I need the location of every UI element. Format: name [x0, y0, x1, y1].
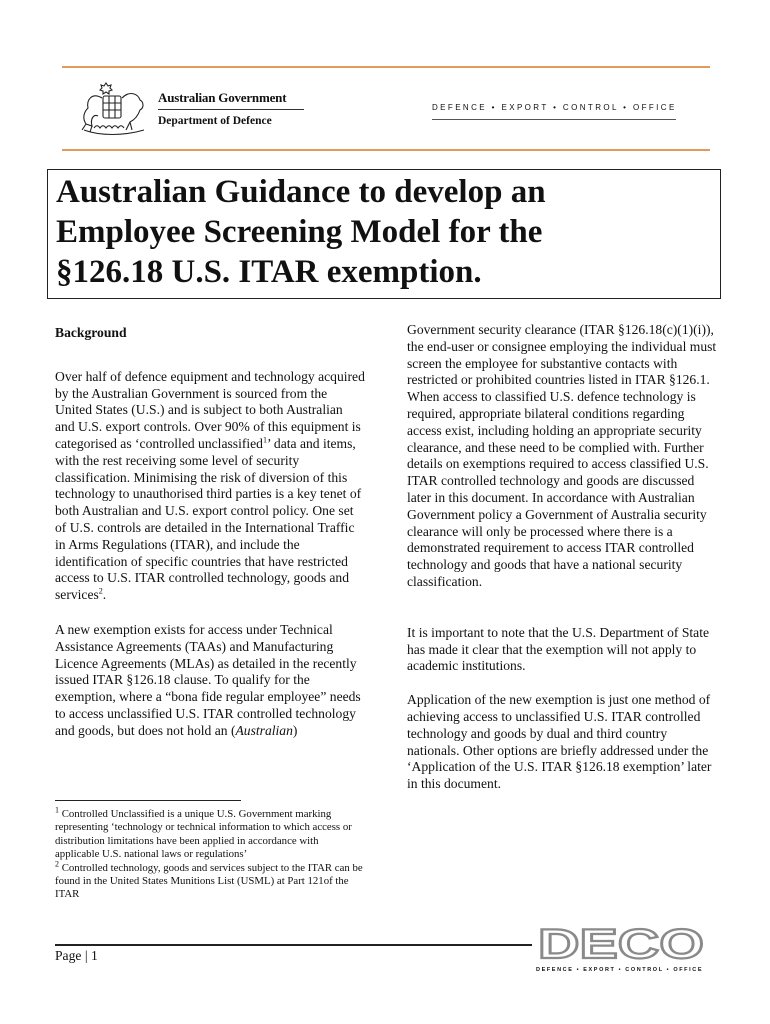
- deco-footer-tagline: DEFENCE • EXPORT • CONTROL • OFFICE: [536, 967, 704, 973]
- footnote-1-number: 1: [55, 805, 59, 815]
- footnote-ref-2[interactable]: 2: [98, 586, 103, 596]
- title-line-3: §126.18 U.S. ITAR exemption.: [56, 254, 482, 290]
- title-line-2: Employee Screening Model for the: [56, 214, 543, 250]
- footnote-2: [55, 859, 365, 902]
- background-paragraph-2: [55, 622, 365, 740]
- coat-of-arms-icon: [74, 78, 154, 138]
- header-top-rule: [62, 66, 710, 68]
- title-box: [47, 169, 721, 299]
- deco-logo-text: DECO: [538, 925, 704, 961]
- footnote-ref-1[interactable]: 1: [262, 435, 267, 445]
- p2-text-b: ): [292, 722, 298, 738]
- footnote-separator: [55, 800, 241, 801]
- government-branding: [158, 90, 308, 129]
- right-column: [407, 322, 717, 793]
- p1-text-c: .: [102, 587, 107, 603]
- right-paragraph-3: Application of the new exemption is just one method of achieving access to unclassified U.S. ITAR controlled technology and goods by dual and third country nationals. Other options are briefly addressed under the ‘Application of the U.S. ITAR §126.18 exemption’ later in this document.: [407, 692, 712, 792]
- deco-logo: [536, 925, 706, 961]
- government-name: Australian Government: [158, 90, 287, 105]
- footnote-2-text: Controlled technology, goods and services subject to the ITAR can be found in the United States Munitions List (USML) at Part 121of the ITAR: [55, 861, 363, 901]
- p1-text-a: Over half of defence equipment and technology acquired by the Australian Government is sourced from the United States (U.S.) and is subject to both Australian and U.S. export controls. Over 90% of this equipment is categorised as ‘controlled unclassified: [55, 368, 365, 451]
- left-column: [55, 325, 365, 740]
- footer-rule: [55, 944, 532, 946]
- branding-divider: [158, 109, 304, 110]
- p2-italic: Australian: [235, 722, 293, 738]
- p1-text-b: ’ data and items, with the rest receiving some level of security classification. Minimising the risk of diversion of this technology to unauthorised third parties is a key tenet of both Australian and U.S. export control policy. One set of U.S. controls are detailed in the International Traffic in Arms Regulations (ITAR), and include the identification of specific countries that have restricted access to U.S. ITAR controlled technology, goods and services: [55, 435, 362, 603]
- footnote-1-text: Controlled Unclassified is a unique U.S. Government marking representing ‘technology or technical information to which access or distribution limitations have been applied in accordance with applicable U.S. national laws or regulations’: [55, 808, 352, 861]
- right-paragraph-1: Government security clearance (ITAR §126.18(c)(1)(i)), the end-user or consignee employing the individual must screen the employee for substantive contacts with restricted or prohibited countries listed in ITAR §126.1. When access to classified U.S. defence technology is required, appropriate bilateral conditions regarding access exist, including holding an appropriate security clearance, and these need to be complied with. Further details on exemptions required to access classified U.S. ITAR controlled technology and goods are discussed later in this document. In accordance with Australian Government policy a Government of Australia security clearance will only be processed where there is a demonstrated requirement to access ITAR controlled technology and goods that have a national security classification.: [407, 322, 717, 589]
- deco-tagline: DEFENCE • EXPORT • CONTROL • OFFICE: [432, 103, 677, 112]
- header-bottom-rule: [62, 149, 710, 151]
- p2-text-a: A new exemption exists for access under Technical Assistance Agreements (TAAs) and Manufacturing Licence Agreements (MLAs) as detailed in the recently issued ITAR §126.18 clause. To qualify for the exemption, where a “bona fide regular employee” needs to access unclassified U.S. ITAR controlled technology and goods, but does not hold an (: [55, 621, 361, 738]
- footnote-2-number: 2: [55, 859, 59, 869]
- section-heading: Background: [55, 325, 127, 340]
- page-number: Page | 1: [55, 948, 98, 963]
- document-title: [56, 172, 696, 292]
- deco-tagline-underline: [432, 119, 676, 120]
- footnotes: [55, 805, 365, 902]
- department-name: Department of Defence: [158, 115, 272, 127]
- background-paragraph-1: [55, 369, 365, 604]
- title-line-1: Australian Guidance to develop an: [56, 174, 546, 210]
- footnote-1: [55, 805, 365, 862]
- right-paragraph-2: It is important to note that the U.S. Department of State has made it clear that the exemption will not apply to academic institutions.: [407, 624, 710, 674]
